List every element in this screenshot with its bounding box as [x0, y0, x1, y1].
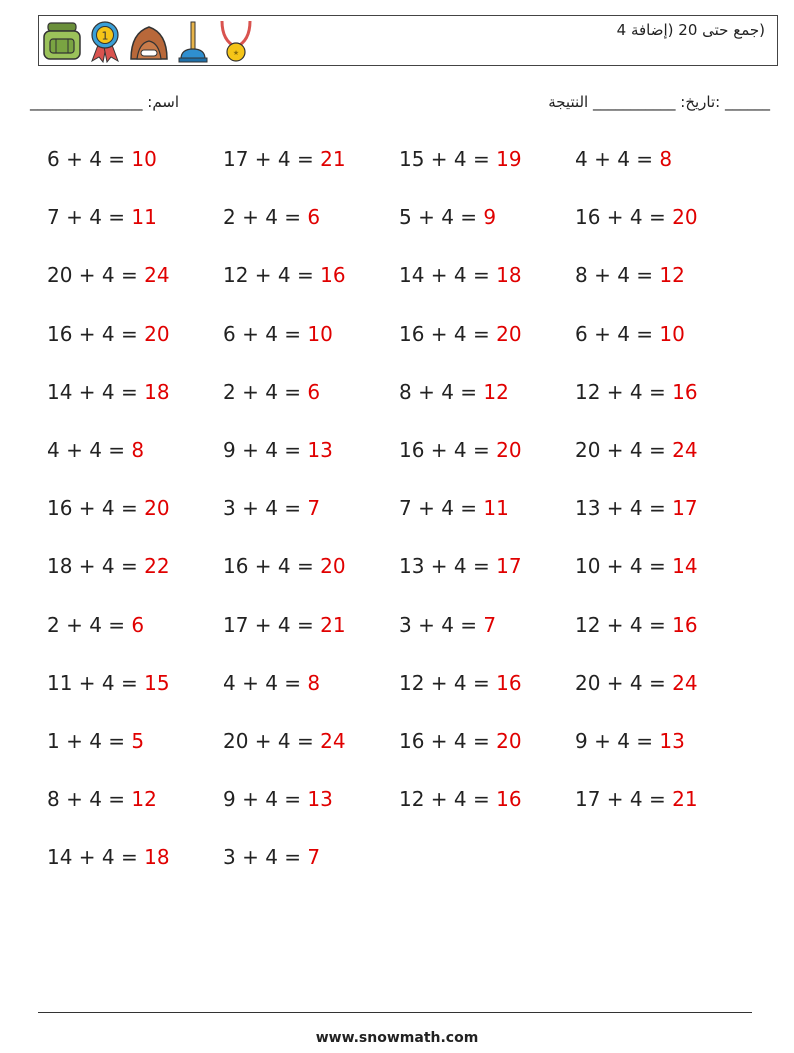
problem-answer: 7 — [483, 612, 497, 637]
math-problem — [575, 611, 751, 669]
problem-expression: 14 + 4 = — [47, 845, 145, 870]
problem-expression: 16 + 4 = — [223, 554, 321, 579]
math-problem — [223, 145, 399, 203]
problem-answer: 17 — [496, 554, 522, 579]
problem-answer: 8 — [307, 670, 321, 695]
problem-answer: 24 — [672, 437, 698, 462]
problem-expression: 15 + 4 = — [399, 147, 497, 171]
math-problem — [223, 494, 399, 552]
problem-expression: 2 + 4 = — [47, 612, 132, 637]
problem-answer: 19 — [496, 147, 522, 171]
problem-expression: 8 + 4 = — [47, 787, 132, 812]
problem-expression: 4 + 4 = — [47, 437, 132, 462]
problem-expression: 17 + 4 = — [223, 147, 321, 171]
math-problem — [575, 494, 751, 552]
problem-answer: 8 — [131, 437, 145, 462]
problem-expression: 6 + 4 = — [575, 321, 660, 346]
problem-answer: 7 — [307, 496, 321, 521]
problem-expression: 17 + 4 = — [575, 787, 673, 812]
backpack-icon — [42, 19, 82, 63]
problem-answer: 20 — [320, 554, 346, 579]
problem-expression: 2 + 4 = — [223, 379, 308, 404]
problem-answer: 10 — [659, 321, 685, 346]
math-problem — [575, 552, 751, 610]
math-problem — [223, 261, 399, 319]
problem-answer: 6 — [307, 205, 321, 230]
problem-answer: 11 — [131, 205, 157, 230]
math-problem — [399, 261, 575, 319]
math-problem — [575, 378, 751, 436]
problem-answer: 24 — [672, 670, 698, 695]
problem-expression: 4 + 4 = — [575, 147, 660, 171]
problem-answer: 16 — [320, 263, 346, 288]
problem-answer: 18 — [144, 845, 170, 870]
math-problem — [399, 378, 575, 436]
problem-expression: 4 + 4 = — [223, 670, 308, 695]
problem-answer: 18 — [144, 379, 170, 404]
problem-grid — [47, 145, 751, 901]
math-problem — [575, 785, 751, 843]
problem-answer: 21 — [672, 787, 698, 812]
math-problem — [47, 203, 223, 261]
problem-expression: 17 + 4 = — [223, 612, 321, 637]
problem-expression: 14 + 4 = — [399, 263, 497, 288]
math-problem — [575, 669, 751, 727]
problem-answer: 24 — [144, 263, 170, 288]
math-problem — [575, 261, 751, 319]
problem-expression: 13 + 4 = — [399, 554, 497, 579]
problem-answer: 13 — [307, 787, 333, 812]
footer-website: www.snowmath.com — [315, 1030, 479, 1046]
problem-answer: 21 — [320, 612, 346, 637]
math-problem — [223, 669, 399, 727]
math-problem — [575, 320, 751, 378]
math-problem — [575, 203, 751, 261]
math-problem — [575, 727, 751, 785]
problem-answer: 13 — [659, 728, 685, 753]
problem-answer: 9 — [483, 205, 497, 230]
plunger-icon — [176, 19, 210, 63]
problem-answer: 12 — [131, 787, 157, 812]
math-problem — [223, 378, 399, 436]
problem-expression: 13 + 4 = — [575, 496, 673, 521]
worksheet-header — [38, 15, 778, 66]
math-problem — [399, 436, 575, 494]
problem-answer: 18 — [496, 263, 522, 288]
problem-expression: 16 + 4 = — [575, 205, 673, 230]
math-problem — [399, 552, 575, 610]
problem-expression: 12 + 4 = — [399, 787, 497, 812]
math-problem — [223, 843, 399, 901]
math-problem — [223, 203, 399, 261]
problem-expression: 16 + 4 = — [399, 321, 497, 346]
math-problem — [47, 378, 223, 436]
problem-expression: 12 + 4 = — [223, 263, 321, 288]
math-problem — [47, 145, 223, 203]
footer-divider — [38, 1012, 752, 1013]
problem-expression: 20 + 4 = — [575, 437, 673, 462]
svg-text:1: 1 — [101, 29, 109, 43]
math-problem — [47, 669, 223, 727]
problem-answer: 10 — [307, 321, 333, 346]
math-problem — [575, 145, 751, 203]
problem-expression: 12 + 4 = — [575, 379, 673, 404]
math-problem — [223, 727, 399, 785]
problem-answer: 16 — [496, 787, 522, 812]
problem-answer: 20 — [496, 437, 522, 462]
math-problem — [399, 727, 575, 785]
math-problem — [399, 320, 575, 378]
math-problem — [223, 611, 399, 669]
problem-expression: 16 + 4 = — [399, 437, 497, 462]
math-problem — [47, 611, 223, 669]
problem-answer: 22 — [144, 554, 170, 579]
math-problem — [47, 843, 223, 901]
problem-answer: 10 — [131, 147, 157, 171]
problem-expression: 8 + 4 = — [575, 263, 660, 288]
math-problem — [575, 436, 751, 494]
math-problem — [223, 552, 399, 610]
medal-icon — [216, 19, 256, 63]
math-problem — [399, 785, 575, 843]
math-problem — [223, 785, 399, 843]
problem-expression: 16 + 4 = — [399, 728, 497, 753]
date-score-field-label: ______ :تاريخ: ___________ النتيجة — [548, 93, 770, 111]
problem-expression: 2 + 4 = — [223, 205, 308, 230]
problem-answer: 13 — [307, 437, 333, 462]
problem-expression: 10 + 4 = — [575, 554, 673, 579]
svg-text:★: ★ — [232, 49, 240, 57]
math-problem — [399, 494, 575, 552]
problem-expression: 7 + 4 = — [47, 205, 132, 230]
problem-expression: 3 + 4 = — [223, 845, 308, 870]
problem-answer: 5 — [131, 728, 145, 753]
problem-answer: 16 — [672, 379, 698, 404]
problem-answer: 16 — [496, 670, 522, 695]
problem-expression: 18 + 4 = — [47, 554, 145, 579]
math-problem — [47, 552, 223, 610]
award-ribbon-icon — [88, 19, 122, 63]
problem-expression: 14 + 4 = — [47, 379, 145, 404]
problem-expression: 11 + 4 = — [47, 670, 145, 695]
problem-expression: 5 + 4 = — [399, 205, 484, 230]
math-problem — [399, 611, 575, 669]
problem-expression: 20 + 4 = — [575, 670, 673, 695]
math-problem — [47, 436, 223, 494]
problem-expression: 20 + 4 = — [47, 263, 145, 288]
name-field-label: اسم: _______________ — [30, 93, 180, 111]
problem-expression: 9 + 4 = — [223, 787, 308, 812]
problem-answer: 24 — [320, 728, 346, 753]
problem-answer: 6 — [307, 379, 321, 404]
problem-answer: 20 — [144, 496, 170, 521]
math-problem — [47, 785, 223, 843]
problem-answer: 17 — [672, 496, 698, 521]
problem-answer: 20 — [672, 205, 698, 230]
problem-answer: 15 — [144, 670, 170, 695]
math-problem — [223, 436, 399, 494]
problem-answer: 11 — [483, 496, 509, 521]
math-problem — [399, 669, 575, 727]
problem-expression: 3 + 4 = — [399, 612, 484, 637]
problem-answer: 20 — [144, 321, 170, 346]
problem-expression: 3 + 4 = — [223, 496, 308, 521]
problem-answer: 8 — [659, 147, 673, 171]
math-problem — [223, 320, 399, 378]
problem-expression: 8 + 4 = — [399, 379, 484, 404]
problem-answer: 12 — [659, 263, 685, 288]
math-problem — [399, 145, 575, 203]
problem-expression: 12 + 4 = — [575, 612, 673, 637]
problem-answer: 12 — [483, 379, 509, 404]
problem-answer: 20 — [496, 321, 522, 346]
problem-answer: 16 — [672, 612, 698, 637]
problem-expression: 6 + 4 = — [47, 147, 132, 171]
problem-expression: 9 + 4 = — [575, 728, 660, 753]
problem-expression: 1 + 4 = — [47, 728, 132, 753]
problem-expression: 16 + 4 = — [47, 321, 145, 346]
problem-expression: 12 + 4 = — [399, 670, 497, 695]
math-problem — [47, 261, 223, 319]
worksheet-title: (جمع حتى 20 (إضافة 4 — [616, 21, 765, 39]
problem-answer: 6 — [131, 612, 145, 637]
math-problem — [47, 494, 223, 552]
problem-expression: 9 + 4 = — [223, 437, 308, 462]
problem-answer: 7 — [307, 845, 321, 870]
math-problem — [47, 727, 223, 785]
problem-answer: 21 — [320, 147, 346, 171]
problem-expression: 16 + 4 = — [47, 496, 145, 521]
problem-answer: 14 — [672, 554, 698, 579]
problem-expression: 20 + 4 = — [223, 728, 321, 753]
problem-answer: 20 — [496, 728, 522, 753]
dog-bed-icon — [128, 19, 170, 63]
math-problem — [399, 203, 575, 261]
problem-expression: 7 + 4 = — [399, 496, 484, 521]
math-problem — [47, 320, 223, 378]
header-icons — [42, 19, 256, 63]
problem-expression: 6 + 4 = — [223, 321, 308, 346]
